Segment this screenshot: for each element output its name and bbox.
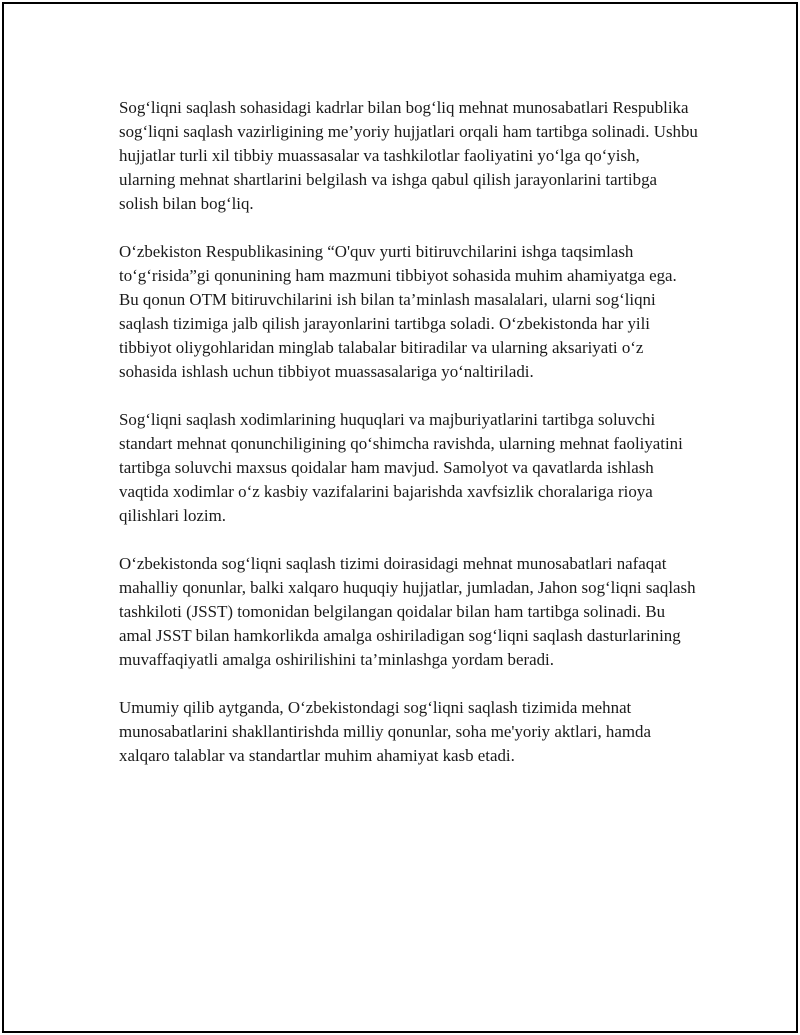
paragraph-1: Sog‘liqni saqlash sohasidagi kadrlar bilan bog‘liq mehnat munosabatlari Respublika sog‘liqni saqlash vazirligining me’yoriy hujjatlari orqali ham tartibga solinadi. Ushbu hujjatlar turli xil tibbiy muassasalar va tashkilotlar faoliyatini yo‘lga qo‘yish, ularning mehnat shartlarini belgilash va ishga qabul qilish jarayonlarini tartibga solish bilan bog‘liq. xyxy=(119,98,698,213)
paragraph-5: Umumiy qilib aytganda, O‘zbekistondagi sog‘liqni saqlash tizimida mehnat munosabatlarini shakllantirishda milliy qonunlar, soha me'yoriy aktlari, hamda xalqaro talablar va standartlar muhim ahamiyat kasb etadi. xyxy=(119,698,651,765)
document-body xyxy=(119,96,699,792)
paragraph-2: O‘zbekiston Respublikasining “O'quv yurti bitiruvchilarini ishga taqsimlash to‘g‘risida”gi qonunining ham mazmuni tibbiyot sohasida muhim ahamiyatga ega. Bu qonun OTM bitiruvchilarini ish bilan ta’minlash masalalari, ularni sog‘liqni saqlash tizimiga jalb qilish jarayonlarini tartibga soladi. O‘zbekistonda har yili tibbiyot oliygohlaridan minglab talabalar bitiradilar va ularning aksariyati o‘z sohasida ishlash uchun tibbiyot muassasalariga yo‘naltiriladi. xyxy=(119,242,677,381)
document-page xyxy=(2,2,798,1033)
paragraph-4: O‘zbekistonda sog‘liqni saqlash tizimi doirasidagi mehnat munosabatlari nafaqat mahalliy qonunlar, balki xalqaro huquqiy hujjatlar, jumladan, Jahon sog‘liqni saqlash tashkiloti (JSST) tomonidan belgilangan qoidalar bilan ham tartibga solinadi. Bu amal JSST bilan hamkorlikda amalga oshiriladigan sog‘liqni saqlash dasturlarining muvaffaqiyatli amalga oshirilishini ta’minlashga yordam beradi. xyxy=(119,554,696,669)
paragraph-3: Sog‘liqni saqlash xodimlarining huquqlari va majburiyatlarini tartibga soluvchi standart mehnat qonunchiligining qo‘shimcha ravishda, ularning mehnat faoliyatini tartibga soluvchi maxsus qoidalar ham mavjud. Samolyot va qavatlarda ishlash vaqtida xodimlar o‘z kasbiy vazifalarini bajarishda xavfsizlik choralariga rioya qilishlari lozim. xyxy=(119,410,683,525)
